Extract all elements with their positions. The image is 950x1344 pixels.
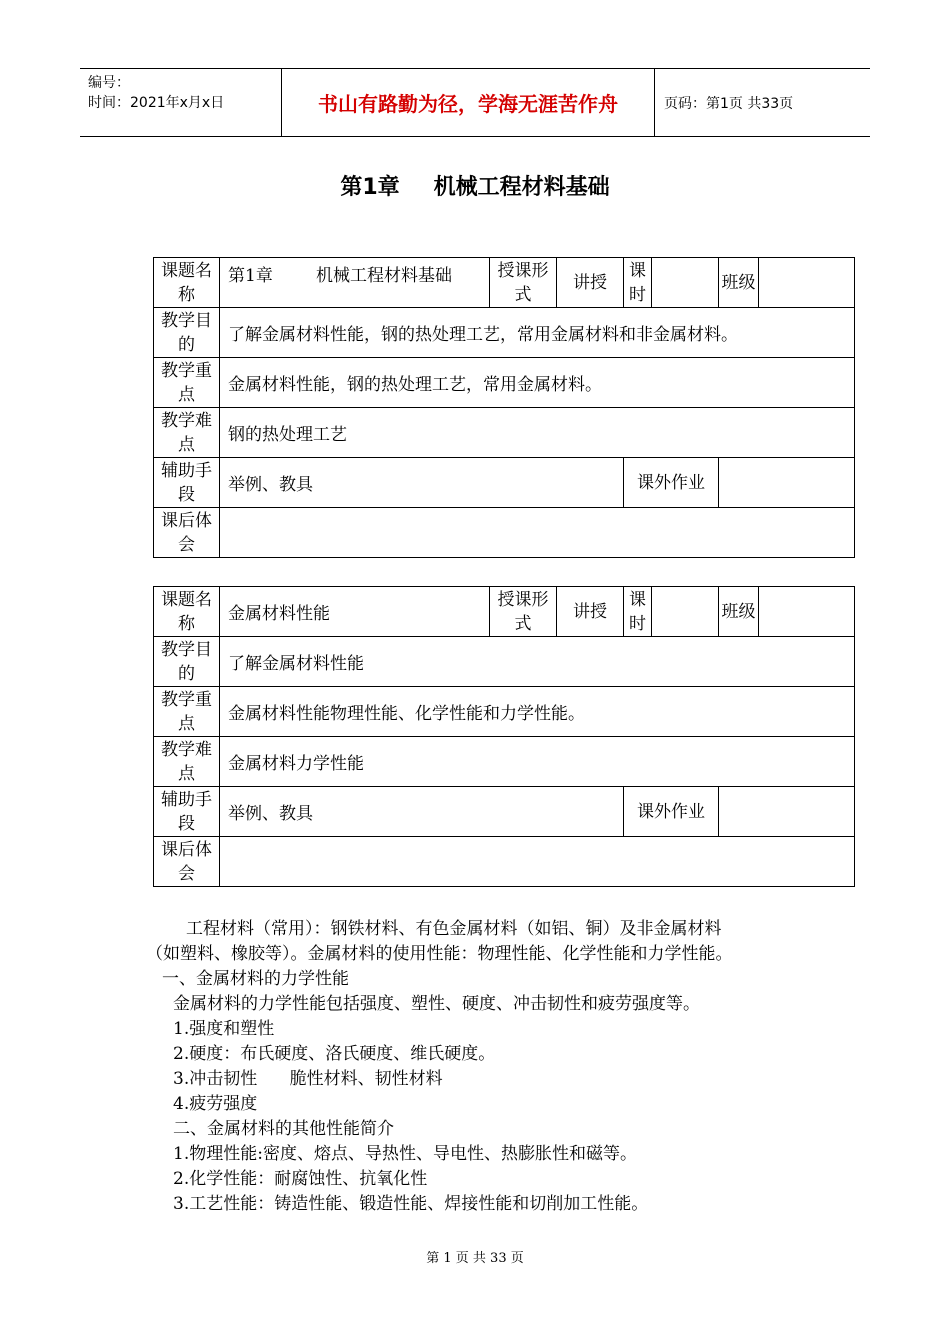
reflection-label: 课后体会 [154, 837, 220, 887]
class-value [759, 587, 855, 637]
class-label: 班级 [719, 587, 759, 637]
section-2-title: 二、金属材料的其他性能简介 [173, 1119, 394, 1139]
section-1-item-4: 4.疲劳强度 [173, 1094, 258, 1114]
homework-label: 课外作业 [624, 787, 719, 837]
key-value: 金属材料性能，钢的热处理工艺，常用金属材料。 [220, 358, 855, 408]
hours-value [652, 587, 719, 637]
section-1-desc: 金属材料的力学性能包括强度、塑性、硬度、冲击韧性和疲劳强度等。 [173, 994, 700, 1014]
section-1-item-1: 1.强度和塑性 [173, 1019, 275, 1039]
hours-value [652, 258, 719, 308]
topic-label: 课题名称 [154, 258, 220, 308]
intro-line-2: （如塑料、橡胶等）。金属材料的使用性能：物理性能、化学性能和力学性能。 [146, 944, 733, 964]
hours-label: 课时 [624, 258, 652, 308]
key-label: 教学重点 [154, 358, 220, 408]
aid-label: 辅助手段 [154, 458, 220, 508]
aid-label: 辅助手段 [154, 787, 220, 837]
chapter-number: 第1章 [340, 175, 400, 200]
homework-value [719, 787, 855, 837]
chapter-title [0, 170, 950, 201]
reflection-value [220, 837, 855, 887]
lesson-table-1 [153, 257, 855, 558]
reflection-label: 课后体会 [154, 508, 220, 558]
form-value: 讲授 [557, 587, 624, 637]
key-value: 金属材料性能物理性能、化学性能和力学性能。 [220, 687, 855, 737]
section-1-item-2: 2.硬度：布氏硬度、洛氏硬度、维氏硬度。 [173, 1044, 496, 1064]
section-2-item-2: 2.化学性能：耐腐蚀性、抗氧化性 [173, 1169, 428, 1189]
topic-label: 课题名称 [154, 587, 220, 637]
topic-value: 金属材料性能 [220, 587, 490, 637]
key-label: 教学重点 [154, 687, 220, 737]
section-2-item-1: 1.物理性能:密度、熔点、导热性、导电性、热膨胀性和磁等。 [173, 1144, 637, 1164]
difficulty-value: 钢的热处理工艺 [220, 408, 855, 458]
header-motto: 书山有路勤为径，学海无涯苦作舟 [281, 69, 655, 136]
code-label: 编号： [88, 75, 130, 91]
topic-value: 第1章 机械工程材料基础 [220, 258, 490, 308]
intro-line-1: 工程材料（常用）：钢铁材料、有色金属材料（如铝、铜）及非金属材料 [186, 919, 722, 939]
hours-label: 课时 [624, 587, 652, 637]
chapter-name: 机械工程材料基础 [433, 175, 610, 200]
goal-value: 了解金属材料性能 [220, 637, 855, 687]
difficulty-label: 教学难点 [154, 408, 220, 458]
section-1-item-3: 3.冲击韧性 脆性材料、韧性材料 [173, 1069, 443, 1089]
lesson-table-2 [153, 586, 855, 887]
form-label: 授课形式 [490, 587, 557, 637]
difficulty-label: 教学难点 [154, 737, 220, 787]
header-page-info: 页码：第1页 共33页 [664, 95, 794, 112]
homework-value [719, 458, 855, 508]
goal-label: 教学目的 [154, 308, 220, 358]
page-footer: 第 1 页 共 33 页 [426, 1251, 524, 1266]
aid-value: 举例、教具 [220, 458, 624, 508]
form-label: 授课形式 [490, 258, 557, 308]
goal-label: 教学目的 [154, 637, 220, 687]
homework-label: 课外作业 [624, 458, 719, 508]
reflection-value [220, 508, 855, 558]
class-value [759, 258, 855, 308]
page-header [80, 68, 870, 137]
goal-value: 了解金属材料性能，钢的热处理工艺，常用金属材料和非金属材料。 [220, 308, 855, 358]
form-value: 讲授 [557, 258, 624, 308]
class-label: 班级 [719, 258, 759, 308]
time-label: 时间：2021年x月x日 [88, 95, 225, 111]
section-2-item-3: 3.工艺性能：铸造性能、锻造性能、焊接性能和切削加工性能。 [173, 1194, 649, 1214]
aid-value: 举例、教具 [220, 787, 624, 837]
header-meta [88, 73, 224, 113]
difficulty-value: 金属材料力学性能 [220, 737, 855, 787]
section-1-title: 一、金属材料的力学性能 [162, 969, 349, 989]
